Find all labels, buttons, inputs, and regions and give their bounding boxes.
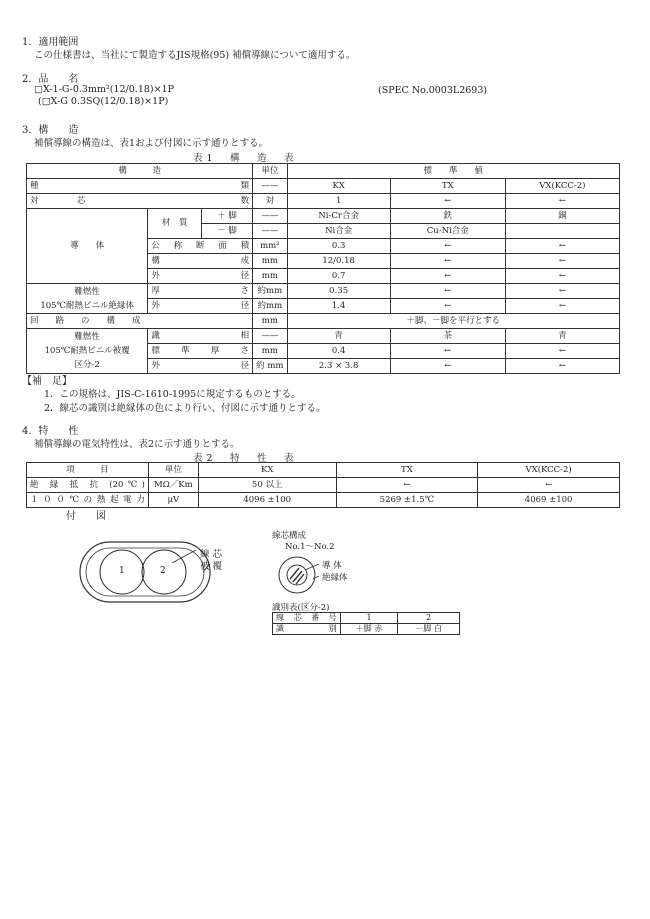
insulation-name-1: 難燃性 bbox=[74, 286, 100, 297]
table-1-caption: 表1 構 造 表 bbox=[193, 153, 298, 164]
cell-kx: 1.4 bbox=[287, 299, 390, 314]
cell-circuit-value: ＋脚、－脚を平行とする bbox=[287, 314, 620, 329]
section-4-heading: 4．特 性 bbox=[22, 426, 79, 437]
sheath-name-3: 区分-2 bbox=[74, 360, 100, 370]
supplement-item-1: 1．この規格は、JIS-C-1610-1995に規定するものとする。 bbox=[44, 389, 301, 400]
row-core-number-label: 線 芯 番 号 bbox=[273, 613, 341, 624]
table-row bbox=[273, 624, 460, 635]
cell-vx bbox=[505, 224, 619, 239]
row-color-left: 識 bbox=[151, 330, 160, 341]
header-item: 項 目 bbox=[27, 463, 149, 478]
cell-tx: ← bbox=[390, 359, 505, 374]
insulation-name-2: 105℃耐熱ビニル絶縁体 bbox=[40, 300, 135, 311]
cell-kx: Ni-Cr合金 bbox=[287, 209, 390, 224]
row-kind-label bbox=[27, 179, 253, 194]
table-row bbox=[27, 493, 620, 508]
identification-table bbox=[272, 612, 460, 635]
row-circuit-label: 回 路 の 構 成 bbox=[27, 314, 253, 329]
cell-unit: mm bbox=[253, 314, 287, 329]
table-row bbox=[27, 314, 620, 329]
table-row bbox=[27, 329, 620, 344]
cell-vx: ← bbox=[505, 239, 619, 254]
spec-number: (SPEC No.0003L2693) bbox=[378, 85, 488, 96]
cell-kx: Ni合金 bbox=[287, 224, 390, 239]
table-row bbox=[27, 179, 620, 194]
sheath-name-2: 105℃耐熱ビニル被覆 bbox=[44, 346, 130, 356]
table-row bbox=[27, 194, 620, 209]
section-4-text: 補償導線の電気特性は、表2に示す通りとする。 bbox=[34, 439, 240, 450]
label-sheath: 被 覆 bbox=[200, 561, 223, 572]
core-structure-title: 線芯構成 bbox=[272, 531, 307, 541]
insulation-group-label bbox=[27, 284, 148, 314]
cell-tx: TX bbox=[390, 179, 505, 194]
cell-vx: ← bbox=[505, 344, 619, 359]
cell-vx: 銅 bbox=[505, 209, 619, 224]
cell-tx: ← bbox=[336, 478, 478, 493]
row-kind-label-left: 種 bbox=[30, 180, 39, 191]
label-conductor: 導 体 bbox=[322, 561, 342, 571]
cell-unit: —— bbox=[253, 179, 287, 194]
cell-ident-1: ＋脚 赤 bbox=[340, 624, 398, 635]
row-sheath-od-right: 径 bbox=[240, 360, 250, 371]
supplement-item-2: 2．線芯の識別は絶縁体の色により行い、付図に示す通りとする。 bbox=[44, 403, 326, 414]
header-structure: 構 造 bbox=[27, 164, 253, 179]
row-ins-thickness-right: さ bbox=[240, 285, 250, 296]
cell-tx: ← bbox=[390, 299, 505, 314]
row-ins-thickness-label bbox=[148, 284, 253, 299]
cell-kx: 0.3 bbox=[287, 239, 390, 254]
row-od-label-left: 外 bbox=[151, 270, 160, 281]
row-ins-thickness-left: 厚 bbox=[151, 285, 160, 296]
cell-core-1: 1 bbox=[340, 613, 398, 624]
row-emf-label: １００℃の熱起電力 bbox=[27, 493, 149, 508]
core-2-number: 2 bbox=[160, 566, 166, 576]
cell-unit: 約mm bbox=[253, 284, 287, 299]
core-structure-sub: No.1～No.2 bbox=[285, 542, 335, 552]
cell-ident-2: －脚 白 bbox=[398, 624, 460, 635]
cell-unit: mm bbox=[253, 254, 287, 269]
cell-vx: 青 bbox=[505, 329, 619, 344]
structure-table bbox=[26, 163, 620, 374]
cell-tx: ← bbox=[390, 254, 505, 269]
cell-unit: 約 mm bbox=[253, 359, 287, 374]
cell-unit: —— bbox=[253, 329, 287, 344]
header-unit: 単位 bbox=[148, 463, 198, 478]
product-name-line-2: (□X-G 0.3SQ(12/0.18)×1P) bbox=[38, 96, 169, 107]
row-resistance-label: 絶 縁 抵 抗 (20℃) bbox=[27, 478, 149, 493]
cell-kx: 0.7 bbox=[287, 269, 390, 284]
header-tx: TX bbox=[336, 463, 478, 478]
cell-unit: μV bbox=[148, 493, 198, 508]
cell-unit: MΩ／Km bbox=[148, 478, 198, 493]
section-1-text: この仕様書は、当社にて製造するJIS規格(95) 補償導線について適用する。 bbox=[34, 50, 356, 61]
cell-kx: KX bbox=[287, 179, 390, 194]
plus-leg-label: ＋ 脚 bbox=[201, 209, 252, 224]
table-2-caption: 表2 特 性 表 bbox=[193, 453, 298, 464]
table-row bbox=[273, 613, 460, 624]
cell-kx: 0.35 bbox=[287, 284, 390, 299]
sheath-name-1: 難燃性 bbox=[74, 332, 100, 342]
header-kx: KX bbox=[198, 463, 336, 478]
row-od-label bbox=[148, 269, 253, 284]
row-od-label-right: 径 bbox=[240, 270, 250, 281]
cell-vx: VX(KCC-2) bbox=[505, 179, 619, 194]
cell-vx: ← bbox=[478, 478, 620, 493]
sheath-group-label bbox=[27, 329, 148, 374]
row-composition-label-left: 構 bbox=[151, 255, 160, 266]
row-sheath-thickness-label: 標 準 厚 さ bbox=[148, 344, 253, 359]
row-area-label: 公称断面積 bbox=[148, 239, 253, 254]
core-1-number: 1 bbox=[119, 566, 125, 576]
cell-unit: 約mm bbox=[253, 299, 287, 314]
cell-unit: —— bbox=[253, 209, 287, 224]
cell-unit: mm bbox=[253, 269, 287, 284]
cell-kx: 0.4 bbox=[287, 344, 390, 359]
row-pair-label-1: 対 bbox=[30, 195, 39, 206]
table-row bbox=[27, 463, 620, 478]
section-3-text: 補償導線の構造は、表1および付図に示す通りとする。 bbox=[34, 138, 269, 149]
cable-cross-section-diagram bbox=[60, 530, 250, 630]
cell-vx: ← bbox=[505, 284, 619, 299]
cell-vx: ← bbox=[505, 299, 619, 314]
row-ins-od-left: 外 bbox=[151, 300, 160, 311]
header-unit: 単位 bbox=[253, 164, 287, 179]
cell-vx: 4069 ±100 bbox=[478, 493, 620, 508]
cell-tx: 5269 ±1.5℃ bbox=[336, 493, 478, 508]
minus-leg-label: － 脚 bbox=[201, 224, 252, 239]
cell-kx: 4096 ±100 bbox=[198, 493, 336, 508]
cell-kx: 1 bbox=[287, 194, 390, 209]
insulation-leader-line bbox=[313, 576, 319, 579]
supplement-heading: 【補 足】 bbox=[22, 376, 72, 387]
table-row bbox=[27, 209, 620, 224]
row-sheath-od-left: 外 bbox=[151, 360, 160, 371]
cell-unit: —— bbox=[253, 224, 287, 239]
section-3-heading: 3．構 造 bbox=[22, 125, 79, 136]
row-ins-od-label bbox=[148, 299, 253, 314]
cell-tx: ← bbox=[390, 194, 505, 209]
header-vx: VX(KCC-2) bbox=[478, 463, 620, 478]
figure-title: 付 図 bbox=[66, 511, 106, 522]
row-pair-label-3: 数 bbox=[240, 195, 250, 206]
label-insulation: 絶縁体 bbox=[322, 573, 348, 583]
row-composition-label bbox=[148, 254, 253, 269]
header-standard: 標 準 値 bbox=[287, 164, 620, 179]
cell-tx: 茶 bbox=[390, 329, 505, 344]
cell-vx: ← bbox=[505, 254, 619, 269]
row-ins-od-right: 径 bbox=[240, 300, 250, 311]
cell-tx: ← bbox=[390, 284, 505, 299]
table-row bbox=[27, 164, 620, 179]
section-1-heading: 1．適用範囲 bbox=[22, 37, 79, 48]
cell-tx: ← bbox=[390, 269, 505, 284]
row-sheath-od-label bbox=[148, 359, 253, 374]
cell-tx: Cu-Ni合金 bbox=[390, 224, 505, 239]
cell-unit: 対 bbox=[253, 194, 287, 209]
insulation-circle bbox=[279, 557, 315, 593]
cell-kx: 12/0.18 bbox=[287, 254, 390, 269]
row-color-label bbox=[148, 329, 253, 344]
section-2-heading: 2．品 名 bbox=[22, 74, 79, 85]
product-name-line-1: □X-1-G-0.3mm²(12/0.18)×1P bbox=[34, 84, 175, 95]
cell-tx: ← bbox=[390, 344, 505, 359]
cell-vx: ← bbox=[505, 359, 619, 374]
characteristics-table bbox=[26, 462, 620, 508]
row-color-right: 相 bbox=[240, 330, 250, 341]
cell-kx: 50 以上 bbox=[198, 478, 336, 493]
row-kind-label-right: 類 bbox=[240, 180, 250, 191]
row-pair-label bbox=[27, 194, 253, 209]
row-composition-label-right: 成 bbox=[240, 255, 250, 266]
conductor-hatch bbox=[290, 568, 304, 584]
cell-vx: ← bbox=[505, 194, 619, 209]
cell-kx: 青 bbox=[287, 329, 390, 344]
table-row bbox=[27, 284, 620, 299]
cell-unit: mm bbox=[253, 344, 287, 359]
conductor-group-label: 導 体 bbox=[27, 209, 148, 284]
cell-kx: 2.3 × 3.8 bbox=[287, 359, 390, 374]
row-pair-label-2: 芯 bbox=[77, 195, 86, 206]
material-label: 材 質 bbox=[148, 209, 201, 239]
core-leader-line bbox=[172, 550, 196, 563]
cell-core-2: 2 bbox=[398, 613, 460, 624]
label-core: 線 芯 bbox=[200, 549, 223, 560]
table-row bbox=[27, 478, 620, 493]
cell-tx: 鉄 bbox=[390, 209, 505, 224]
cell-vx: ← bbox=[505, 269, 619, 284]
table-3-caption: 識別表(区分-2) bbox=[272, 603, 330, 613]
cell-unit: mm² bbox=[253, 239, 287, 254]
cell-tx: ← bbox=[390, 239, 505, 254]
row-identification-label: 識 別 bbox=[273, 624, 341, 635]
